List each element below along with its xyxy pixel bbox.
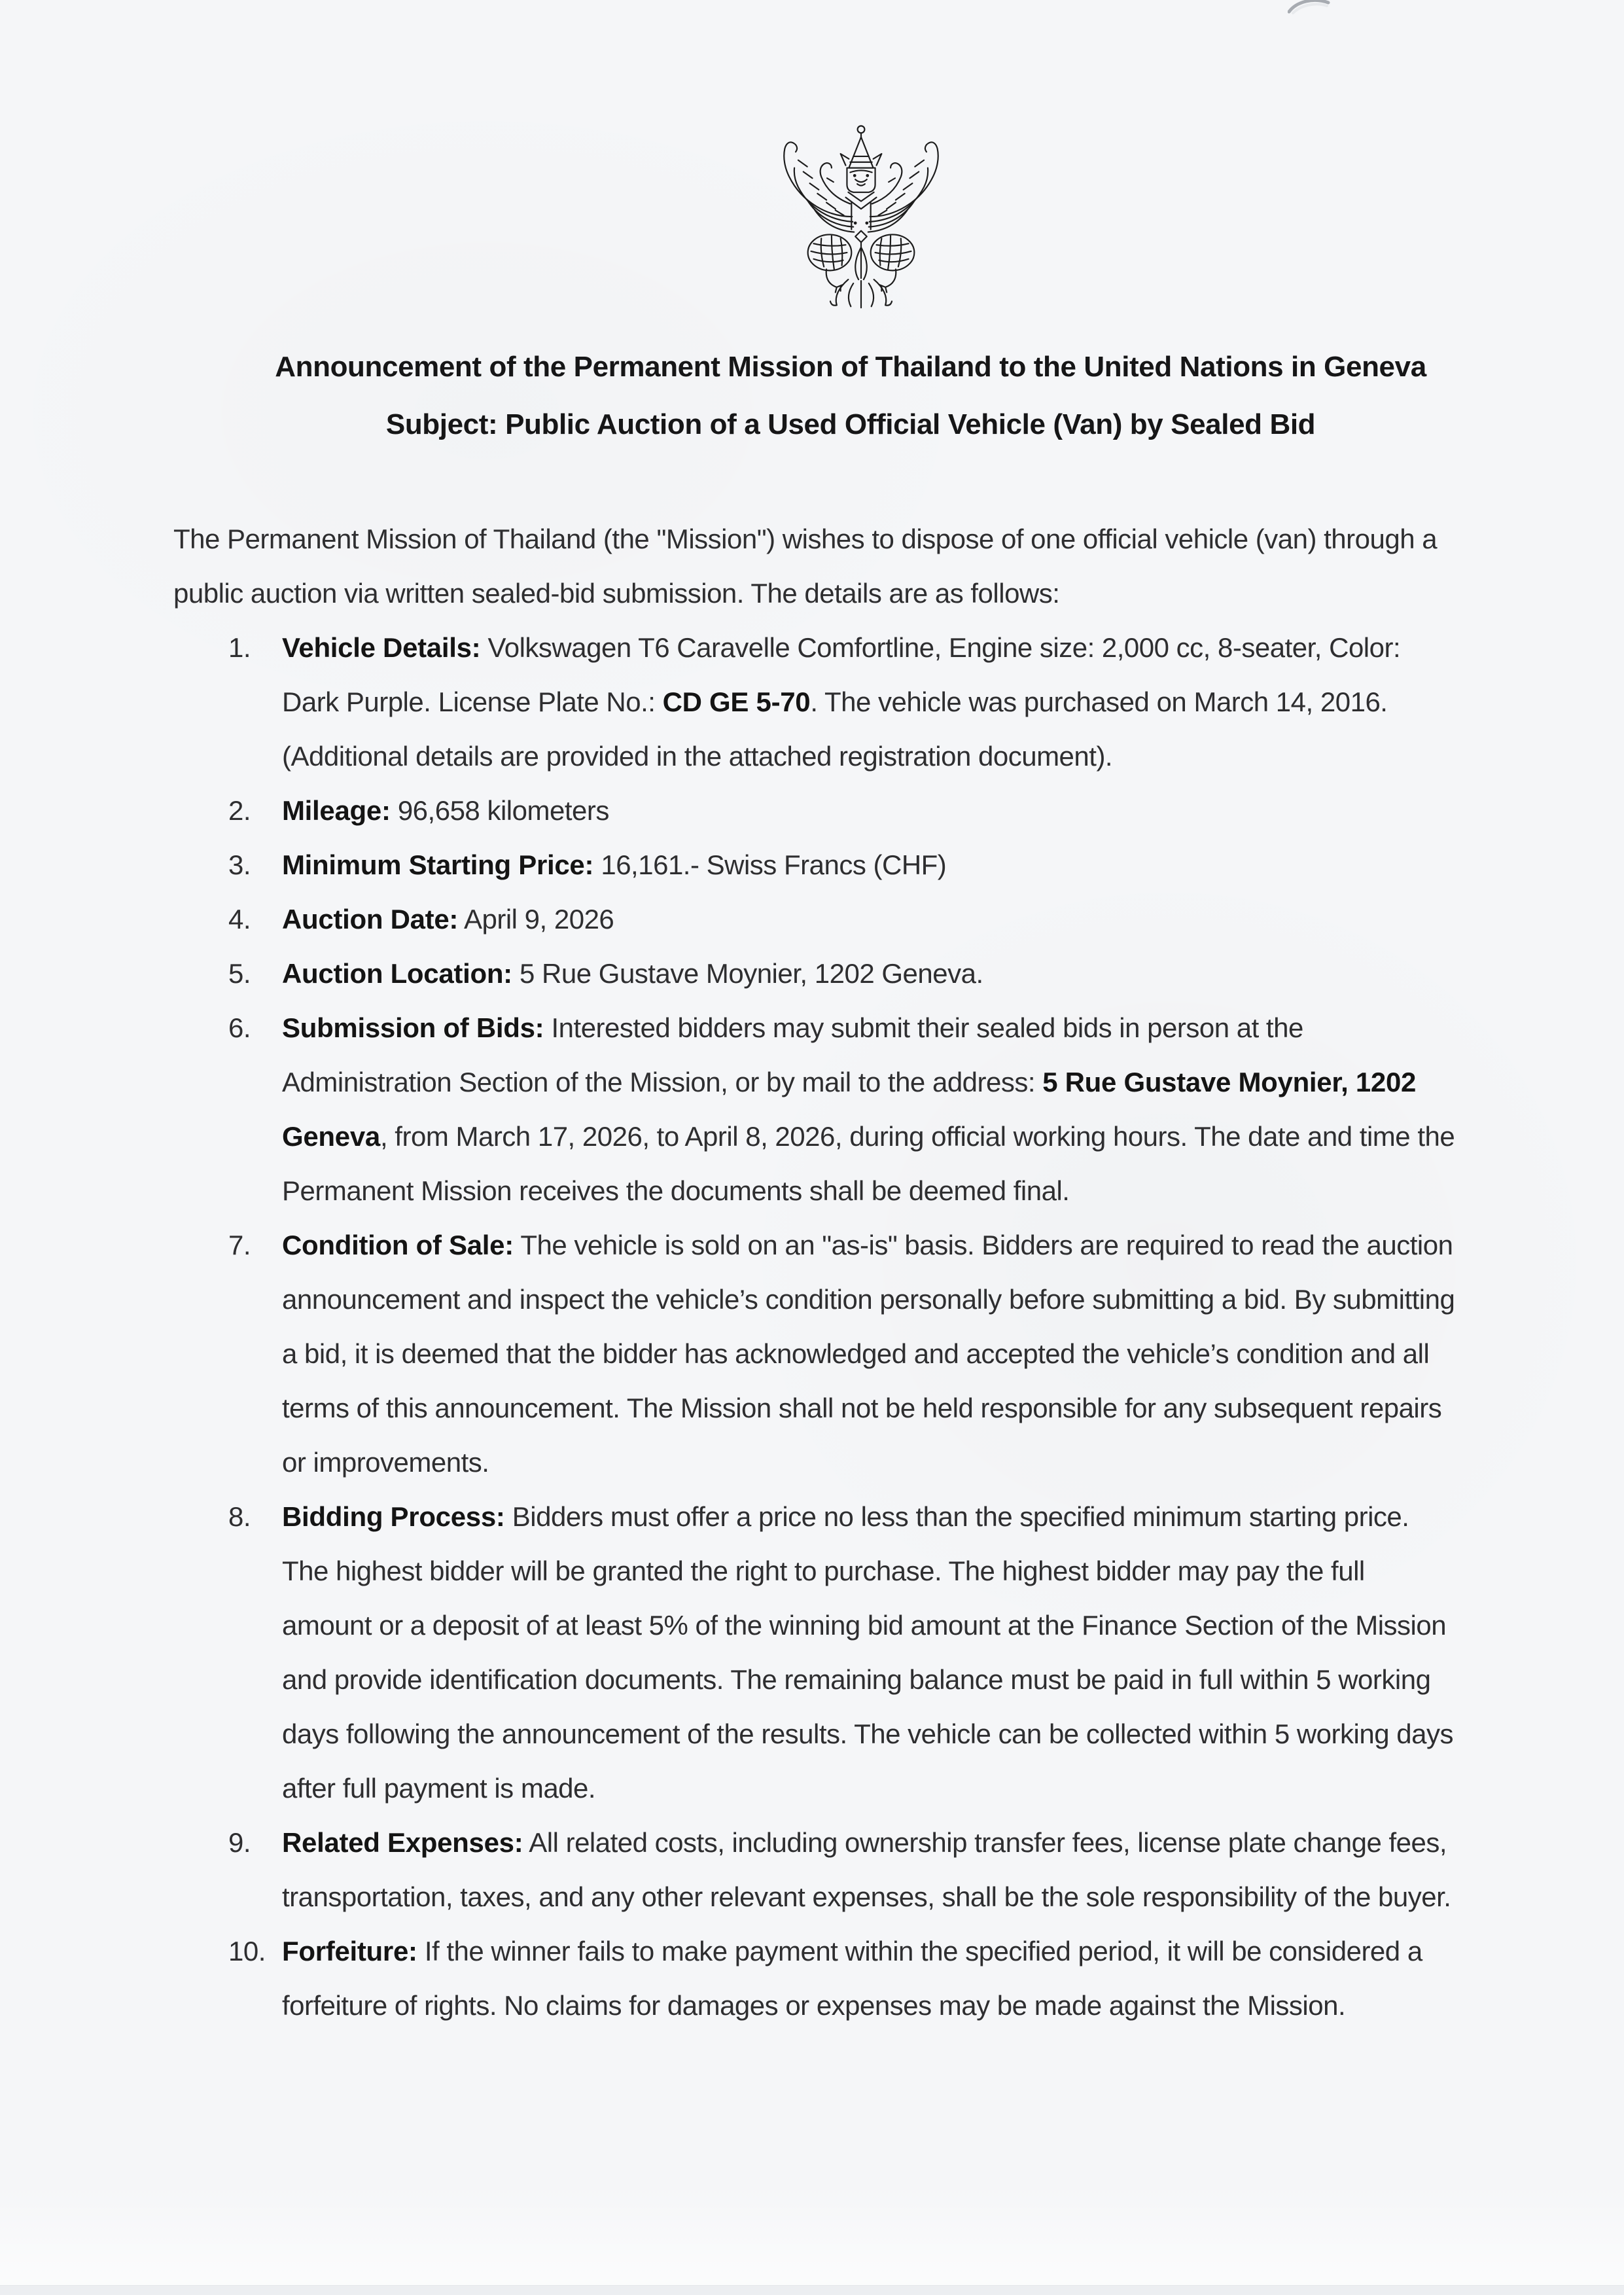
list-item (173, 620, 1461, 783)
item-text: 5 Rue Gustave Moynier, 1202 Geneva. (512, 958, 983, 989)
list-item (173, 1489, 1461, 1815)
item-number: 8. (228, 1501, 251, 1532)
item-text: Interested bidders may submit their sealed bids in person at the Administration Section of the Mission, or by mail to the address: (282, 1012, 1303, 1097)
garuda-emblem-icon (763, 122, 959, 314)
list-item (173, 1815, 1461, 1924)
item-label: Minimum Starting Price: (282, 849, 594, 880)
list-item (173, 1218, 1461, 1489)
document-body (173, 512, 1461, 2033)
item-label: Submission of Bids: (282, 1012, 544, 1043)
terms-list (173, 620, 1461, 2033)
item-text: 96,658 kilometers (390, 795, 609, 826)
item-text: , from March 17, 2026, to April 8, 2026, during official working hours. The date and time the Permanent Mission receives the documents shall be deemed final. (282, 1121, 1455, 1206)
item-label: Auction Date: (282, 904, 459, 934)
item-number: 9. (228, 1827, 251, 1858)
item-text: 16,161.- Swiss Francs (CHF) (593, 849, 947, 880)
list-item (173, 783, 1461, 838)
item-text: . The vehicle was purchased on March 14, 2016. (Additional details are provided in the attached registration document). (282, 686, 1388, 772)
item-number: 7. (228, 1230, 251, 1260)
item-label: Forfeiture: (282, 1936, 417, 1966)
item-text: If the winner fails to make payment within the specified period, it will be considered a forfeiture of rights. No claims for damages or expenses may be made against the Mission. (282, 1936, 1422, 2021)
scan-light-band (0, 2181, 1624, 2286)
item-label: Related Expenses: (282, 1827, 523, 1858)
item-label: Mileage: (282, 795, 391, 826)
scan-bottom-edge (0, 2285, 1624, 2295)
item-text: All related costs, including ownership transfer fees, license plate change fees, transportation, taxes, and any other relevant expenses, shall be the sole responsibility of the buyer. (282, 1827, 1451, 1912)
intro-paragraph: The Permanent Mission of Thailand (the "Mission") wishes to dispose of one official vehicle (van) through a public auction via written sealed-bid submission. The details are as follows: (173, 524, 1438, 609)
item-number: 10. (228, 1936, 266, 1966)
item-number: 2. (228, 795, 251, 826)
list-item (173, 838, 1461, 892)
item-number: 1. (228, 632, 251, 663)
document-title: Announcement of the Permanent Mission of Thailand to the United Nations in Geneva (275, 351, 1426, 383)
item-bold-text: CD GE 5-70 (662, 686, 811, 717)
page-curl-artifact (1288, 0, 1347, 17)
item-number: 6. (228, 1012, 251, 1043)
list-item (173, 892, 1461, 946)
item-label: Auction Location: (282, 958, 512, 989)
list-item (173, 1924, 1461, 2033)
item-label: Condition of Sale: (282, 1230, 514, 1260)
list-item (173, 1001, 1461, 1218)
item-number: 4. (228, 904, 251, 934)
item-text: The vehicle is sold on an "as-is" basis. Bidders are required to read the auction announcement and inspect the vehicle’s condition personally before submitting a bid. By submitting a bid, it is deemed that the bidder has acknowledged and accepted the vehicle’s condition and all terms of this announcement. The Mission shall not be held responsible for any subsequent repairs or improvements. (282, 1230, 1455, 1478)
item-label: Bidding Process: (282, 1501, 505, 1532)
item-text: April 9, 2026 (458, 904, 614, 934)
item-number: 5. (228, 958, 251, 989)
item-text: Bidders must offer a price no less than the specified minimum starting price. The highest bidder will be granted the right to purchase. The highest bidder may pay the full amount or a deposit of at least 5% of the winning bid amount at the Finance Section of the Mission and provide identification documents. The remaining balance must be paid in full within 5 working days following the announcement of the results. The vehicle can be collected within 5 working days after full payment is made. (282, 1501, 1453, 1804)
list-item (173, 946, 1461, 1001)
document-subject: Subject: Public Auction of a Used Official Vehicle (Van) by Sealed Bid (385, 408, 1316, 440)
item-text: Volkswagen T6 Caravelle Comfortline, Engine size: 2,000 cc, 8-seater, Color: Dark Purple. License Plate No.: (282, 632, 1401, 717)
item-label: Vehicle Details: (282, 632, 481, 663)
item-bold-text: 5 Rue Gustave Moynier, 1202 Geneva (282, 1067, 1417, 1152)
item-number: 3. (228, 849, 251, 880)
